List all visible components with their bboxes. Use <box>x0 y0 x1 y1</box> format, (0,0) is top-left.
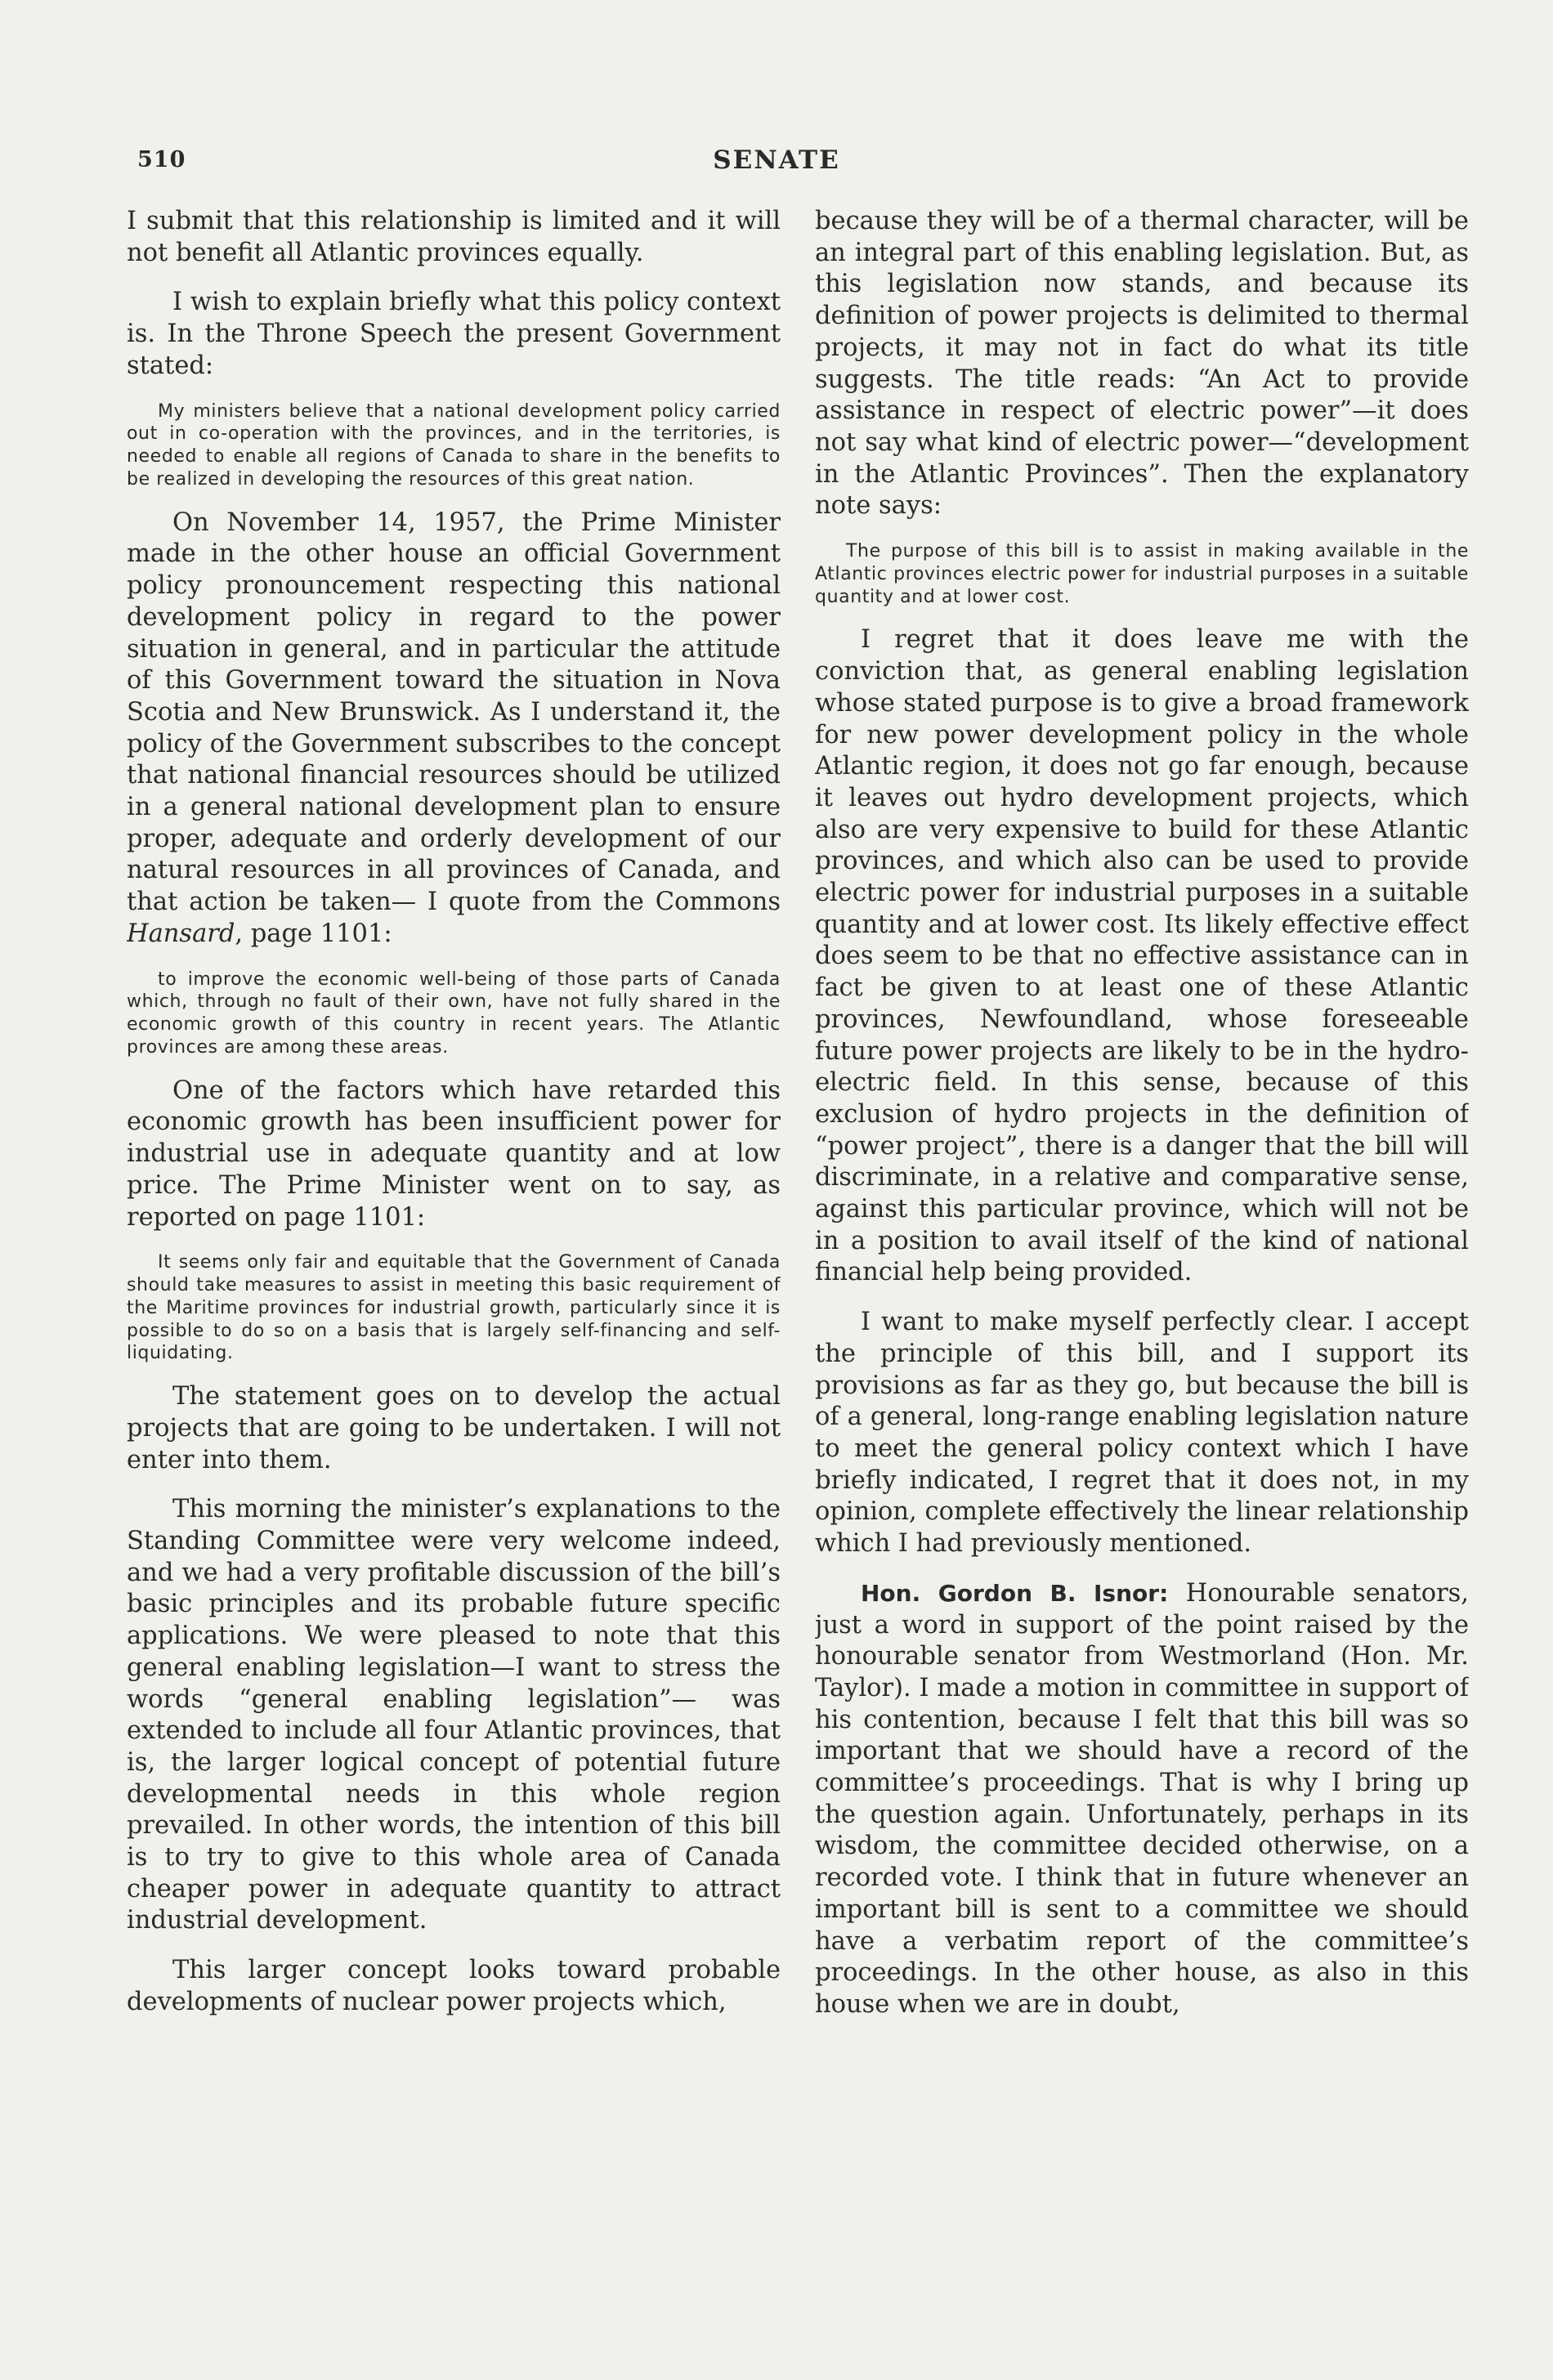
paragraph-text: On November 14, 1957, the Prime Minister made in the other house an official Government policy pronouncement respecting this national development policy in regard to the power situation in general, and in particular the attitude of this Government toward the situation in Nova Scotia and New Brunswick. As I understand it, the policy of the Government subscribes to the concept that national financial resources should be utilized in a general national development plan to ensure proper, adequate and orderly development of our natural resources in all provinces of Canada, and that action be taken— I quote from the Commons <box>127 508 781 917</box>
speaker-name: Hon. Gordon B. Isnor: <box>861 1579 1169 1607</box>
paragraph: I want to make myself perfectly clear. I accept the principle of this bill, and I support its provisions as far as they go, but because the bill is of a general, long-range enabling legislation nature to meet the general policy context which I have briefly indicated, I regret that it does not, in my opinion, complete effectively the linear relationship which I had previously mentioned. <box>815 1308 1469 1559</box>
page-number: 510 <box>137 147 186 172</box>
paragraph-text: Honourable senators, just a word in support of the point raised by the honourable senator from Westmorland (Hon. Mr. Taylor). I made a motion in committee in support of his contention, because I felt that this bill was so important that we should have a record of the committee’s proceedings. That is why I bring up the question again. Unfortunately, perhaps in its wisdom, the committee decided otherwise, on a recorded vote. I think that in future whenever an important bill is sent to a committee we should have a verbatim report of the committee’s proceedings. In the other house, as also in this house when we are in doubt, <box>815 1578 1469 2019</box>
paragraph: The statement goes on to develop the actual projects that are going to be undertaken. I will not enter into them. <box>127 1382 781 1474</box>
paragraph: I wish to explain briefly what this policy context is. In the Throne Speech the present Government stated: <box>127 288 781 380</box>
paragraph <box>815 1578 1469 2021</box>
block-quote: It seems only fair and equitable that the Government of Canada should take measures to assist in meeting this basic requirement of the Maritime provinces for industrial growth, particularly since it is possible to do so on a basis that is largely self-financing and self-liquidating. <box>127 1252 781 1364</box>
paragraph-text: , page 1101: <box>235 919 392 948</box>
block-quote: The purpose of this bill is to assist in making available in the Atlantic provinces electric power for industrial purposes in a suitable quantity and at lower cost. <box>815 541 1469 607</box>
italic-text: Hansard <box>127 919 235 948</box>
paragraph: I submit that this relationship is limited and it will not benefit all Atlantic provinces equally. <box>127 207 781 267</box>
block-quote: to improve the economic well-being of those parts of Canada which, through no fault of their own, have not fully shared in the economic growth of this country in recent years. The Atlantic provinces are among these areas. <box>127 969 781 1058</box>
paragraph: One of the factors which have retarded this economic growth has been insufficient power for industrial use in adequate quantity and at low price. The Prime Minister went on to say, as reported on page 1101: <box>127 1076 781 1232</box>
paragraph: This morning the minister’s explanations to the Standing Committee were very welcome indeed, and we had a very profitable discussion of the bill’s basic principles and its probable future specific applications. We were pleased to note that this general enabling legislation—I want to stress the words “general enabling legislation”— was extended to include all four Atlantic provinces, that is, the larger logical concept of potential future developmental needs in this whole region prevailed. In other words, the intention of this bill is to try to give to this whole area of Canada cheaper power in adequate quantity to attract industrial development. <box>127 1495 781 1935</box>
running-head: SENATE <box>713 145 840 175</box>
block-quote: My ministers believe that a national development policy carried out in co-operation with the provinces, and in the territories, is needed to enable all regions of Canada to share in the benefits to be realized in developing the resources of this great nation. <box>127 400 781 490</box>
left-column <box>127 206 781 2298</box>
paragraph <box>127 508 781 951</box>
paragraph: I regret that it does leave me with the conviction that, as general enabling legislation whose stated purpose is to give a broad framework for new power development policy in the whole Atlantic region, it does not go far enough, because it leaves out hydro development projects, which also are very expensive to build for these Atlantic provinces, and which also can be used to provide electric power for industrial purposes in a suitable quantity and at lower cost. Its likely effective effect does seem to be that no effective assistance can in fact be given to at least one of these Atlantic provinces, Newfoundland, whose foreseeable future power projects are likely to be in the hydro-electric field. In this sense, because of this exclusion of hydro projects in the definition of “power project”, there is a danger that the bill will discriminate, in a relative and comparative sense, against this particular province, which will not be in a position to avail itself of the kind of national financial help being provided. <box>815 625 1469 1287</box>
right-column <box>815 206 1469 2298</box>
paragraph: because they will be of a thermal character, will be an integral part of this enabling legislation. But, as this legislation now stands, and because its definition of power projects is delimited to thermal projects, it may not in fact do what its title suggests. The title reads: “An Act to provide assistance in respect of electric power”—it does not say what kind of electric power—“development in the Atlantic Provinces”. Then the explanatory note says: <box>815 207 1469 521</box>
paragraph: This larger concept looks toward probable developments of nuclear power projects which, <box>127 1956 781 2016</box>
